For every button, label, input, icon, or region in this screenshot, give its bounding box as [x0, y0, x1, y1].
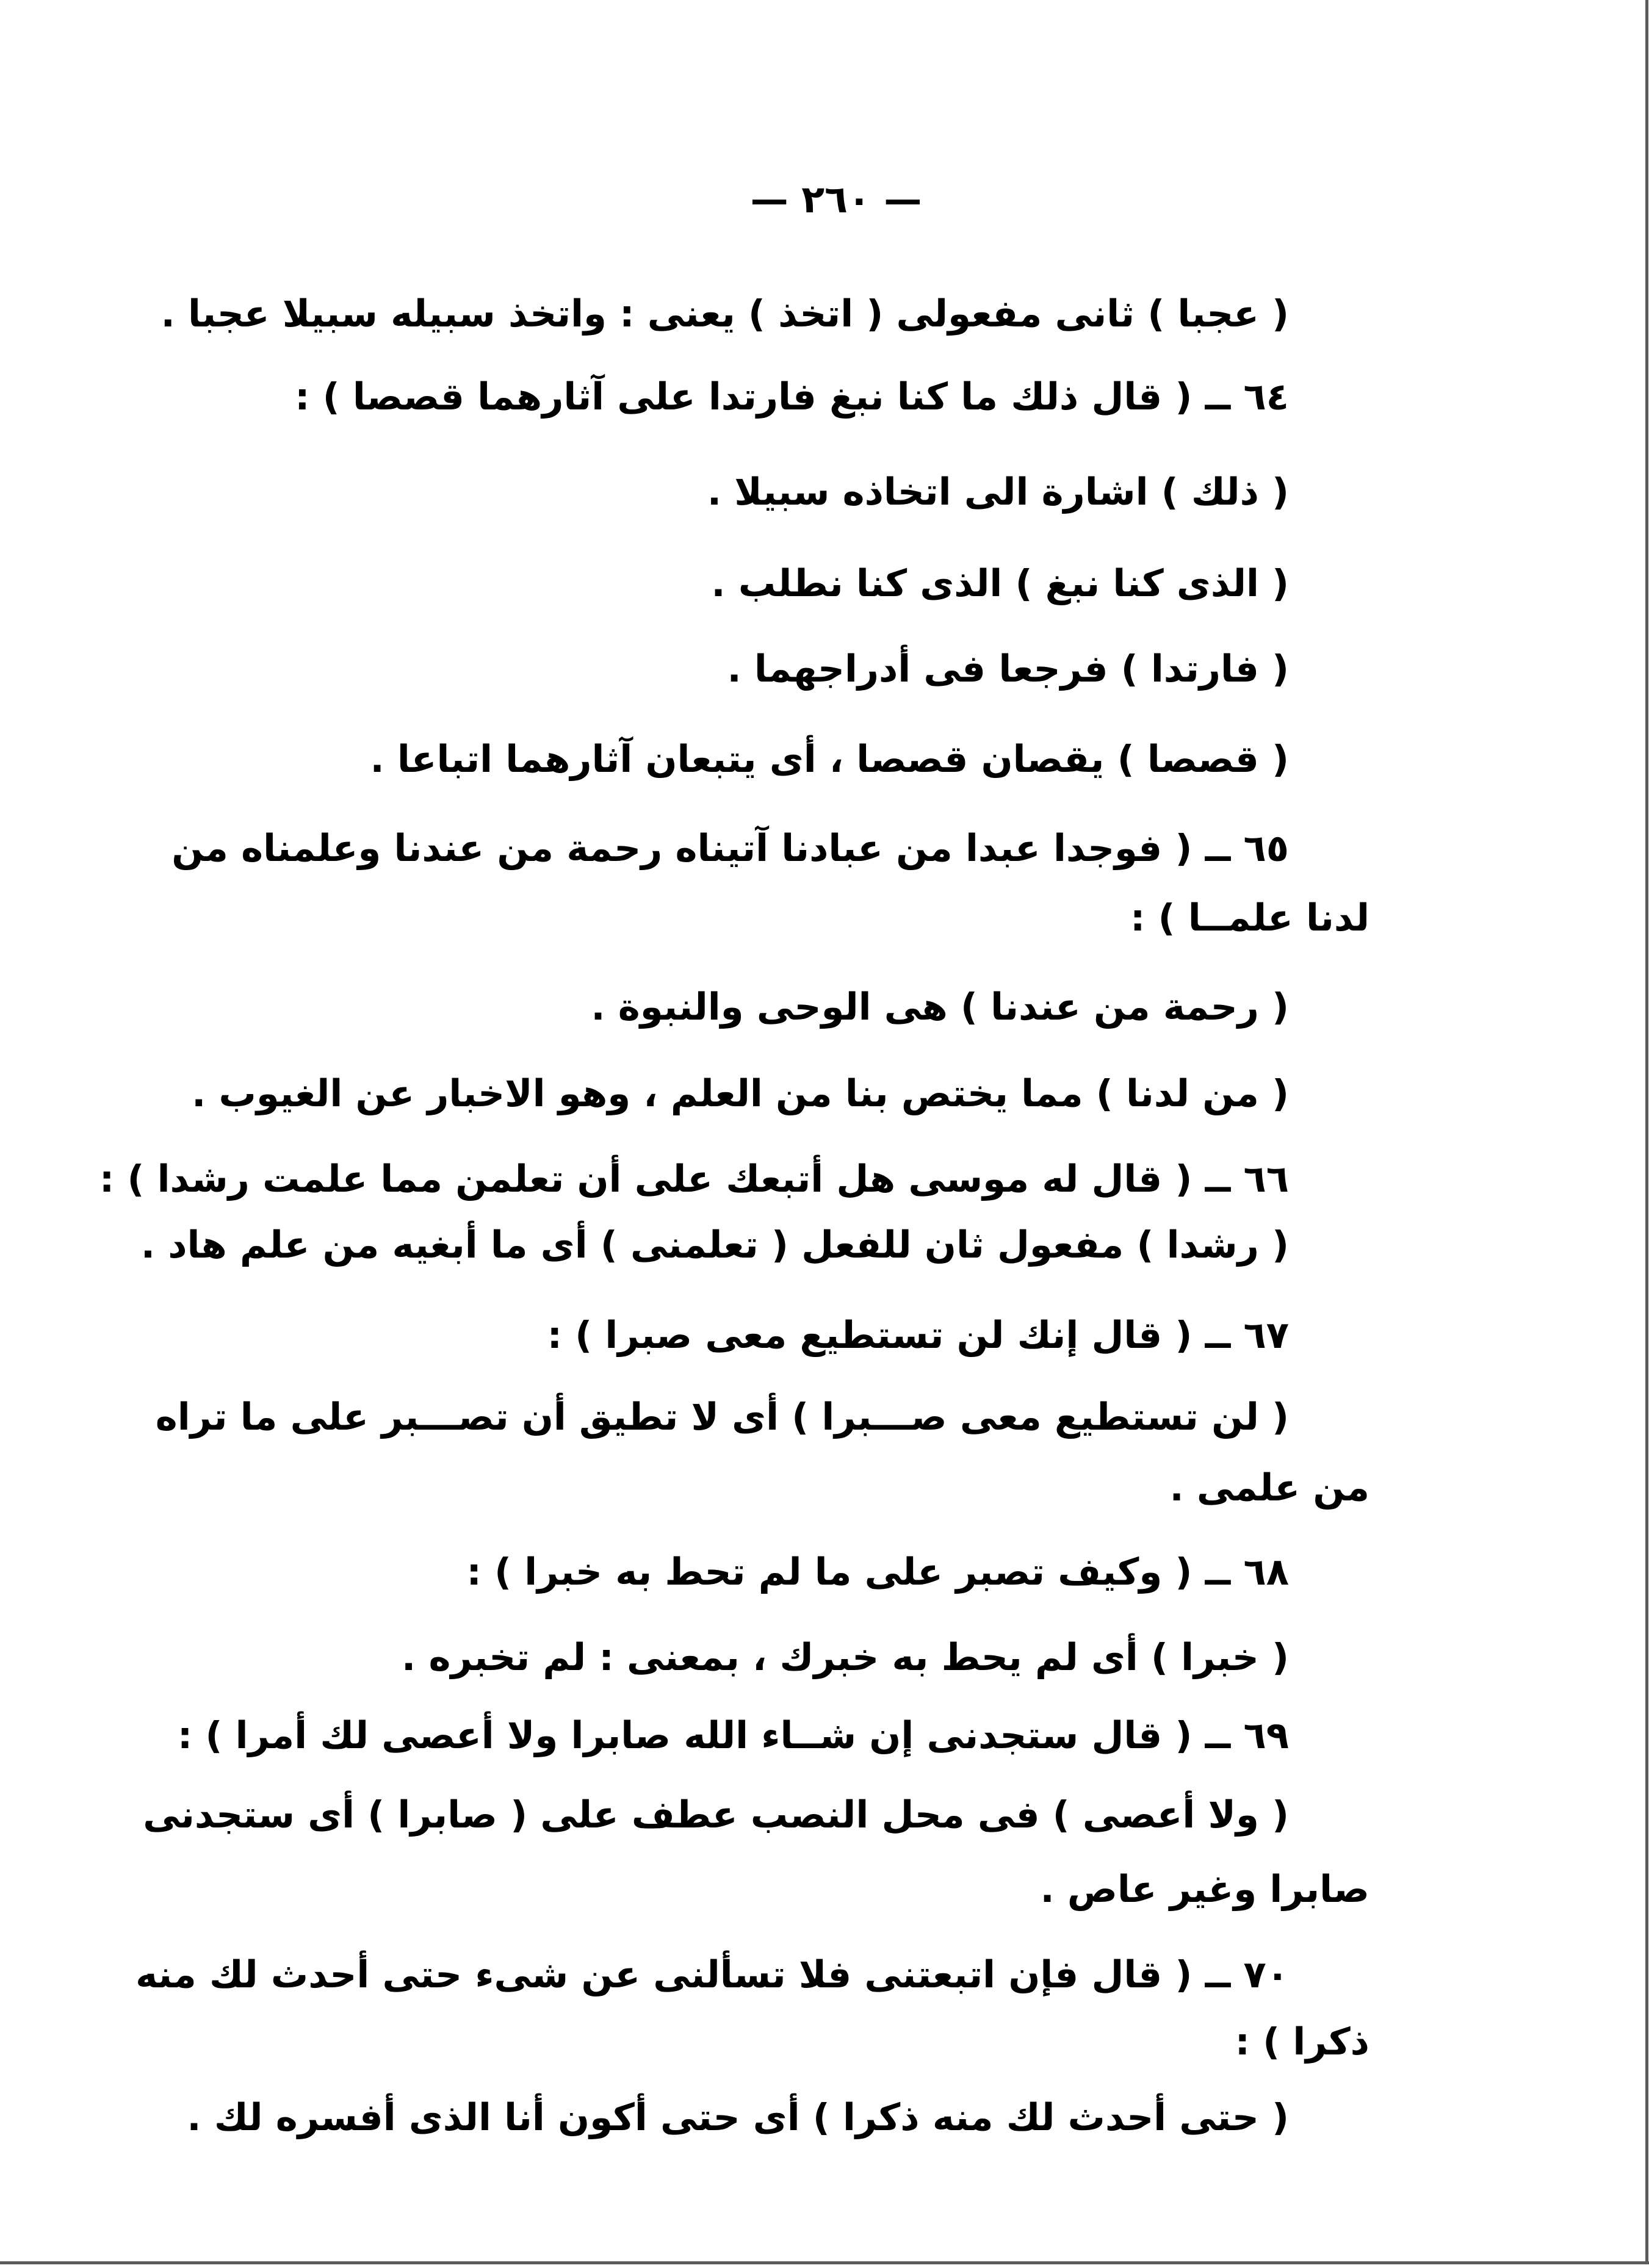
verse-line: ٦٥ ــ ( فوجدا عبدا من عبادنا آتيناه رحمة من عندنا وعلمناه من: [171, 827, 1289, 870]
verse-line: ٦٤ ــ ( قال ذلك ما كنا نبغ فارتدا على آثارهما قصصا ) :: [295, 375, 1289, 419]
text-line: ( فارتدا ) فرجعا فى أدراجهما .: [727, 647, 1289, 691]
text-line: ( لن تستطيع معى صـــبرا ) أى لا تطيق أن تصـــبر على ما تراه: [155, 1395, 1289, 1439]
text-line: ( ولا أعصى ) فى محل النصب عطف على ( صابرا ) أى ستجدنى: [143, 1793, 1289, 1837]
text-line: ( رشدا ) مفعول ثان للفعل ( تعلمنى ) أى ما أبغيه من علم هاد .: [140, 1223, 1289, 1267]
verse-line: ٦٨ ــ ( وكيف تصبر على ما لم تحط به خبرا ) :: [466, 1550, 1289, 1594]
text-line: ( قصصا ) يقصان قصصا ، أى يتبعان آثارهما اتباعا .: [370, 738, 1289, 781]
text-line-continued: من علمى .: [1169, 1466, 1369, 1510]
text-line: ( رحمة من عندنا ) هى الوحى والنبوة .: [591, 985, 1289, 1029]
verse-line-continued: لدنا علمــا ) :: [1130, 896, 1369, 940]
text-line-continued: صابرا وغير عاص .: [1040, 1868, 1369, 1911]
page-edge-bottom: [0, 2261, 1649, 2264]
text-line: ( الذى كنا نبغ ) الذى كنا نطلب .: [711, 562, 1289, 605]
verse-line: ٦٧ ــ ( قال إنك لن تستطيع معى صبرا ) :: [547, 1314, 1289, 1357]
verse-line-continued: ذكرا ) :: [1235, 2020, 1369, 2064]
text-line: ( خبرا ) أى لم يحط به خبرك ، بمعنى : لم تخبره .: [402, 1636, 1289, 1679]
text-line: ( ذلك ) اشارة الى اتخاذه سبيلا .: [707, 470, 1289, 514]
verse-line: ٦٩ ــ ( قال ستجدنى إن شــاء الله صابرا ولا أعصى لك أمرا ) :: [177, 1714, 1289, 1757]
text-line: ( حتى أحدث لك منه ذكرا ) أى حتى أكون أنا الذى أفسره لك .: [187, 2096, 1289, 2139]
page-edge-right: [1645, 0, 1648, 2264]
verse-line: ٦٦ ــ ( قال له موسى هل أتبعك على أن تعلمن مما علمت رشدا ) :: [99, 1157, 1289, 1201]
verse-line: ٧٠ ــ ( قال فإن اتبعتنى فلا تسألنى عن شىء حتى أحدث لك منه: [135, 1953, 1289, 1996]
page-number: — ٢٦٠ —: [750, 177, 922, 221]
text-line: ( عجبا ) ثانى مفعولى ( اتخذ ) يعنى : واتخذ سبيله سبيلا عجبا .: [161, 292, 1289, 336]
text-line: ( من لدنا ) مما يختص بنا من العلم ، وهو الاخبار عن الغيوب .: [192, 1072, 1289, 1115]
